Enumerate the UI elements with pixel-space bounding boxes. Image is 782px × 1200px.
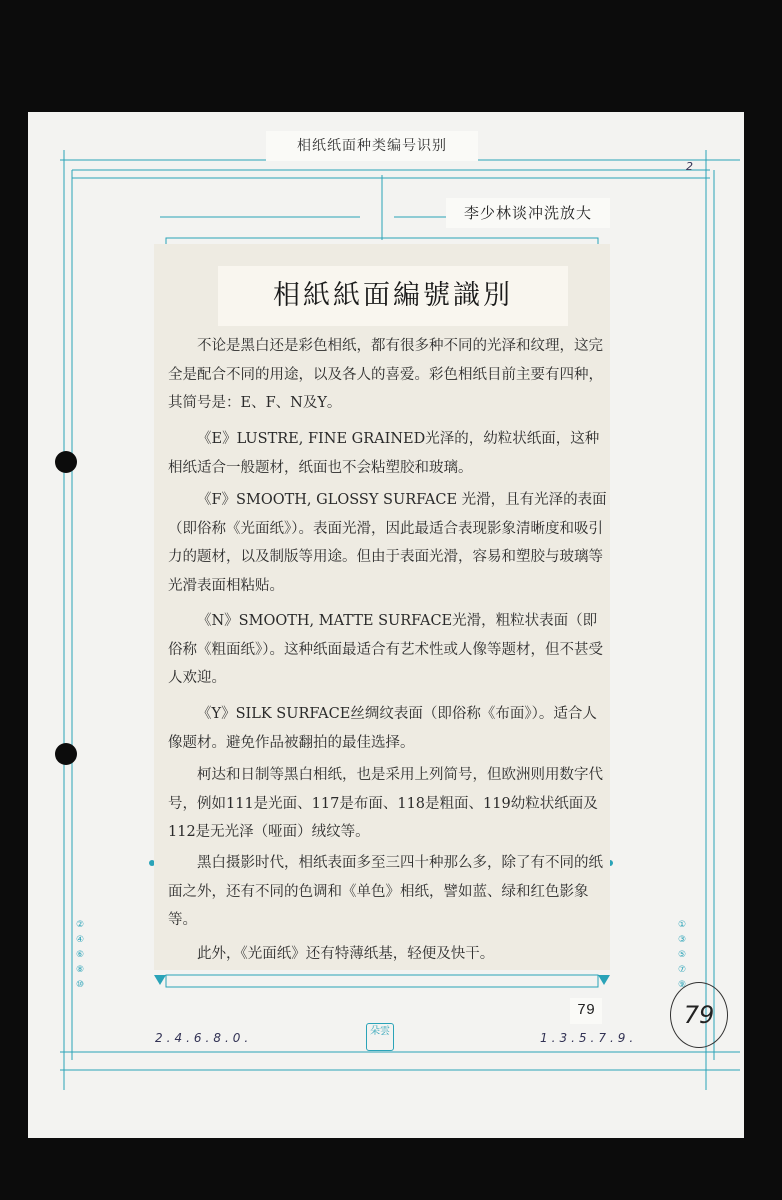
publisher-seal: 朵雲 (366, 1023, 394, 1051)
page-number: 79 (570, 998, 602, 1024)
paragraph-bw-era: 黑白摄影时代，相纸表面多至三四十种那么多，除了有不同的纸面之外，还有不同的色调和《单色》相纸，譬如蓝、绿和红色影象等。 (168, 855, 603, 928)
paragraph-e: 《E》LUSTRE, FINE GRAINED光泽的，幼粒状纸面，这种相纸适合一般题材，纸面也不会粘塑胶和玻璃。 (168, 431, 600, 476)
paragraph-n: 《N》SMOOTH, MATTE SURFACE光滑，粗粒状表面（即俗称《粗面纸》）。这种纸面最适合有艺术性或人像等题材，但不甚受人欢迎。 (168, 613, 603, 686)
paragraph-closing: 此外，《光面纸》还有特薄纸基，轻便及快干。 (197, 946, 495, 962)
handwritten-even-numbers: 2.4.6.8.0. (155, 1031, 253, 1045)
handwritten-odd-numbers: 1.3.5.7.9. (540, 1031, 638, 1045)
punch-hole (55, 451, 77, 473)
left-margin-numbers: ② ④ ⑥ ⑧ ⑩ (75, 920, 85, 990)
punch-hole (55, 743, 77, 765)
paragraph-y: 《Y》SILK SURFACE丝绸纹表面（即俗称《布面》）。适合人像题材。避免作品被翻拍的最佳选择。 (168, 706, 597, 751)
top-right-mark: 2 (686, 160, 697, 173)
article-title: 相紙紙面編號識別 (273, 280, 513, 311)
circled-page-number: 79 (670, 982, 728, 1048)
header-label: 相纸纸面种类编号识别 (266, 131, 478, 161)
right-margin-numbers: ① ③ ⑤ ⑦ ⑨ (677, 920, 687, 990)
paragraph-intro: 不论是黑白还是彩色相纸，都有很多种不同的光泽和纹理，这完全是配合不同的用途，以及各人的喜爱。彩色相纸目前主要有四种，其简号是：E、F、N及Y。 (168, 338, 603, 411)
author-label: 李少林谈冲洗放大 (446, 198, 610, 228)
paragraph-f: 《F》SMOOTH, GLOSSY SURFACE 光滑，且有光泽的表面（即俗称《光面纸》）。表面光滑，因此最适合表现影象清晰度和吸引力的题材，以及制版等用途。但由于表面光滑，容易和塑胶与玻璃等光滑表面相粘贴。 (168, 492, 607, 594)
paragraph-bw-paper: 柯达和日制等黑白相纸，也是采用上列简号，但欧洲则用数字代号，例如111是光面、117是布面、118是粗面、119幼粒状纸面及112是无光泽（哑面）绒纹等。 (168, 767, 603, 840)
